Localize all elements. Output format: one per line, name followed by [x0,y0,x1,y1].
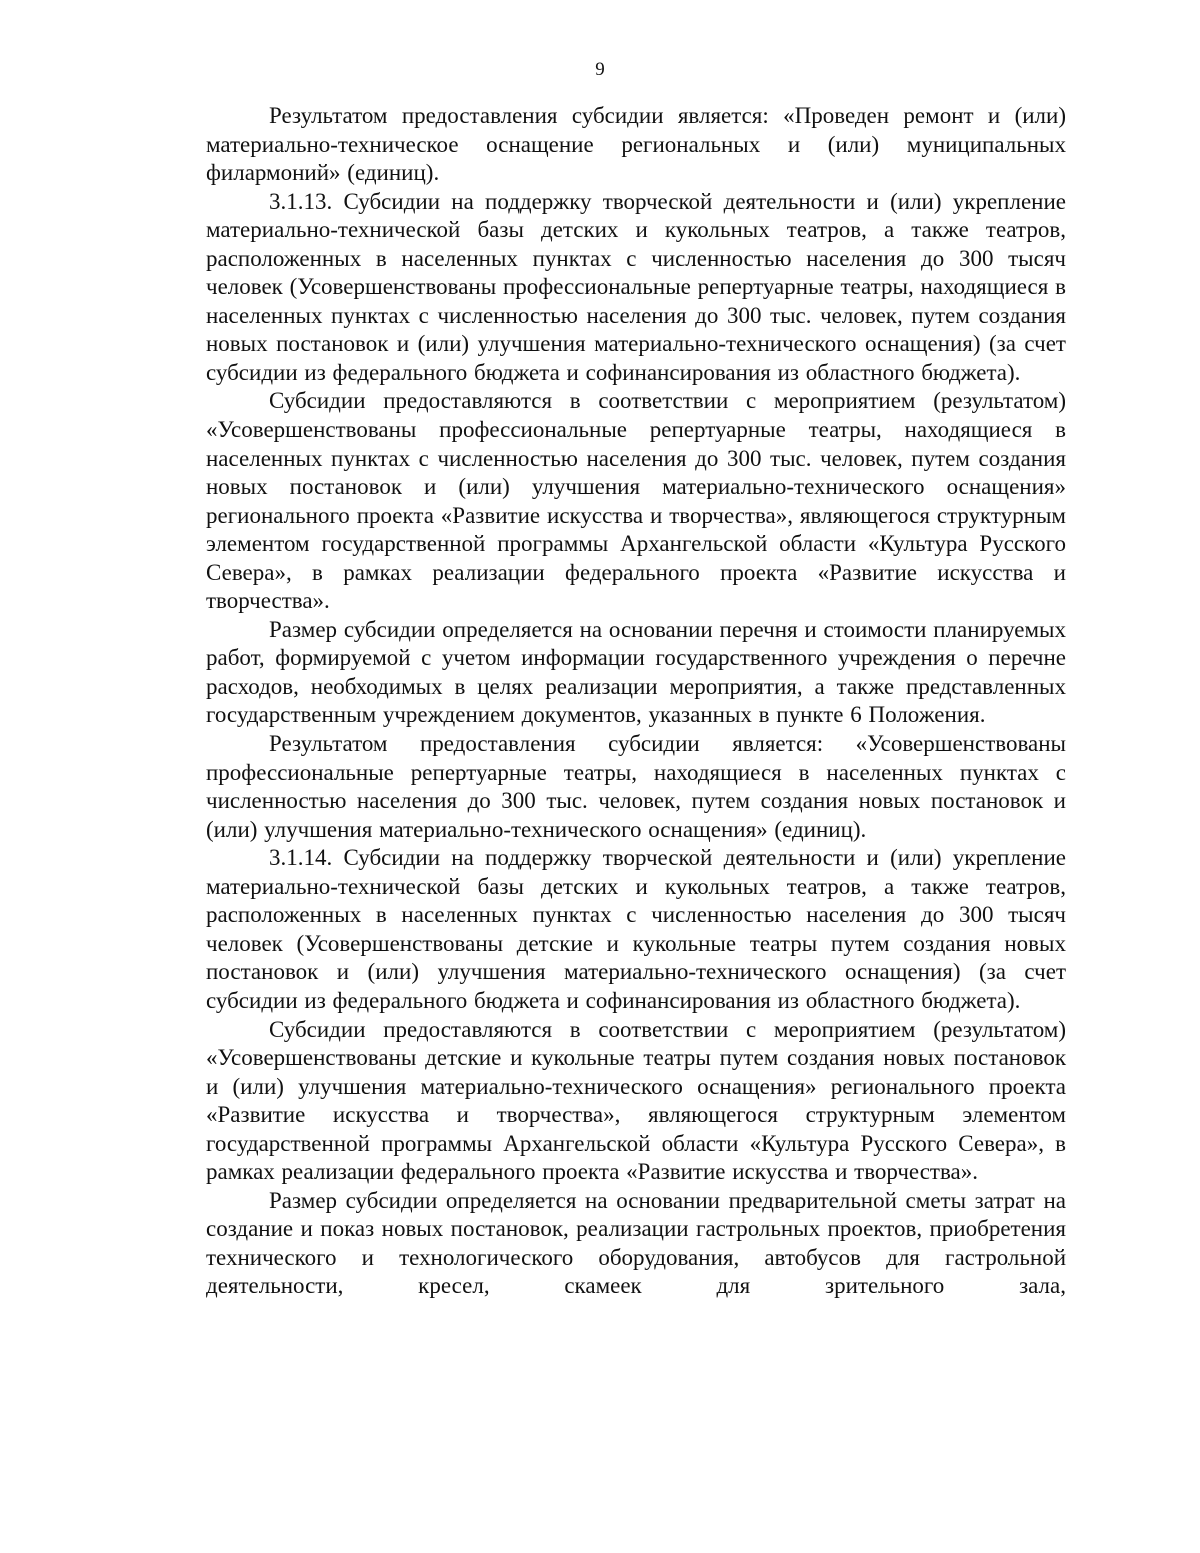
paragraph-3-1-13: 3.1.13. Субсидии на поддержку творческой деятельности и (или) укрепление материально-технической базы детских и кукольных театров, а также театров, расположенных в населенных пунктах с численностью населения до 300 тысяч человек (Усовершенствованы профессиональные репертуарные театры, находящиеся в населенных пунктах с численностью населения до 300 тыс. человек, путем создания новых постановок и (или) улучшения материально-технического оснащения) (за счет субсидии из федерального бюджета и софинансирования из областного бюджета). [206,188,1066,385]
document-body [206,102,1066,1301]
paragraph-subsidy-size-2: Размер субсидии определяется на основании предварительной сметы затрат на создание и показ новых постановок, реализации гастрольных проектов, приобретения технического и технологического оборудования, автобусов для гастрольной деятельности, кресел, скамеек для зрительного зала, [206,1187,1066,1299]
page-number: 9 [595,59,605,80]
paragraph-subsidy-provision-2: Субсидии предоставляются в соответствии с мероприятием (результатом) «Усовершенствованы детские и кукольные театры путем создания новых постановок и (или) улучшения материально-технического оснащения» регионального проекта «Развитие искусства и творчества», являющегося структурным элементом государственной программы Архангельской области «Культура Русского Севера», в рамках реализации федерального проекта «Развитие искусства и творчества». [206,1016,1066,1185]
paragraph-subsidy-size-1: Размер субсидии определяется на основании перечня и стоимости планируемых работ, формируемой с учетом информации государственного учреждения о перечне расходов, необходимых в целях реализации мероприятия, а также представленных государственным учреждением документов, указанных в пункте 6 Положения. [206,616,1066,728]
paragraph-subsidy-provision-1: Субсидии предоставляются в соответствии с мероприятием (результатом) «Усовершенствованы профессиональные репертуарные театры, находящиеся в населенных пунктах с численностью населения до 300 тыс. человек, путем создания новых постановок и (или) улучшения материально-технического оснащения» регионального проекта «Развитие искусства и творчества», являющегося структурным элементом государственной программы Архангельской области «Культура Русского Севера», в рамках реализации федерального проекта «Развитие искусства и творчества». [206,388,1066,614]
paragraph-3-1-14: 3.1.14. Субсидии на поддержку творческой деятельности и (или) укрепление материально-технической базы детских и кукольных театров, а также театров, расположенных в населенных пунктах с численностью населения до 300 тысяч человек (Усовершенствованы детские и кукольные театры путем создания новых постановок и (или) улучшения материально-технического оснащения) (за счет субсидии из федерального бюджета и софинансирования из областного бюджета). [206,845,1066,1013]
paragraph-result-philharmonic: Результатом предоставления субсидии является: «Проведен ремонт и (или) материально-техническое оснащение региональных и (или) муниципальных филармоний» (единиц). [206,103,1066,186]
paragraph-result-theatres: Результатом предоставления субсидии является: «Усовершенствованы профессиональные репертуарные театры, находящиеся в населенных пунктах с численностью населения до 300 тыс. человек, путем создания новых постановок и (или) улучшения материально-технического оснащения» (единиц). [206,731,1066,842]
